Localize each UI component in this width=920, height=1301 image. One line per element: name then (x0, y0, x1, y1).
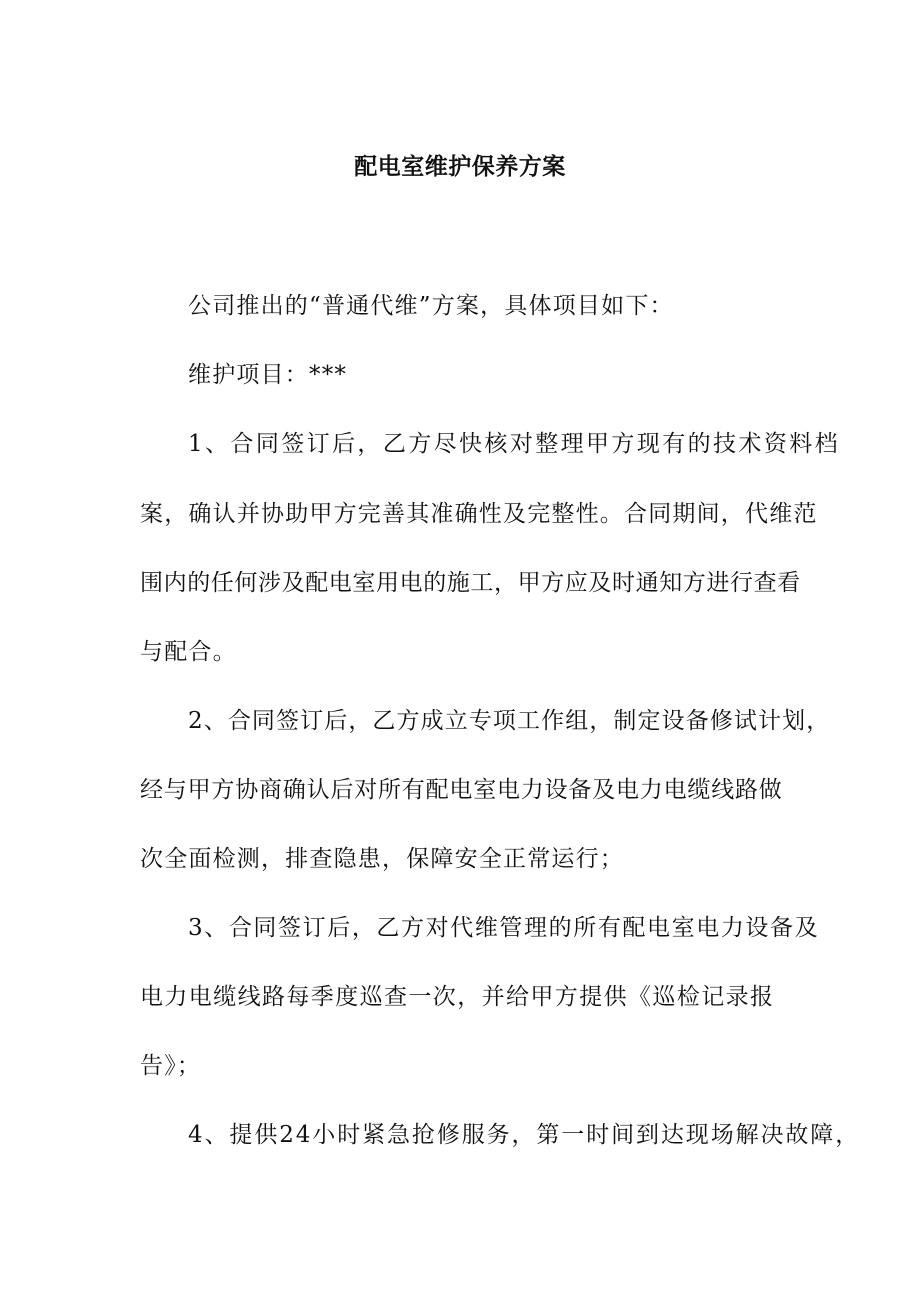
document-title: 配电室维护保养方案 (354, 154, 566, 180)
item-1-line-1: 1、合同签订后，乙方尽快核对整理甲方现有的技术资料档 (188, 431, 841, 457)
item-1-line-2: 案，确认并协助甲方完善其准确性及完整性。合同期间，代维范 (140, 501, 818, 527)
item-4-line-1: 4、提供24小时紧急抢修服务，第一时间到达现场解决故障， (188, 1122, 861, 1148)
item-3-line-2: 电力电缆线路每季度巡查一次，并给甲方提供《巡检记录报 (140, 984, 775, 1010)
item-1-line-3: 围内的任何涉及配电室用电的施工，甲方应及时通知方进行查看 (140, 570, 801, 596)
item-2-line-2: 经与甲方协商确认后对所有配电室电力设备及电力电缆线路做 (140, 777, 783, 803)
item-1-line-4: 与配合。 (140, 639, 237, 665)
item-3-line-3: 告》； (140, 1053, 202, 1079)
maintenance-items-label: 维护项目：*** (188, 362, 348, 388)
item-2-line-3: 次全面检测，排查隐患，保障安全正常运行； (140, 846, 624, 872)
paragraph-intro: 公司推出的“普通代维”方案，具体项目如下： (188, 293, 674, 319)
item-2-line-1: 2、合同签订后，乙方成立专项工作组，制定设备修试计划， (188, 708, 831, 734)
item-3-line-1: 3、合同签订后，乙方对代维管理的所有配电室电力设备及 (188, 915, 820, 941)
